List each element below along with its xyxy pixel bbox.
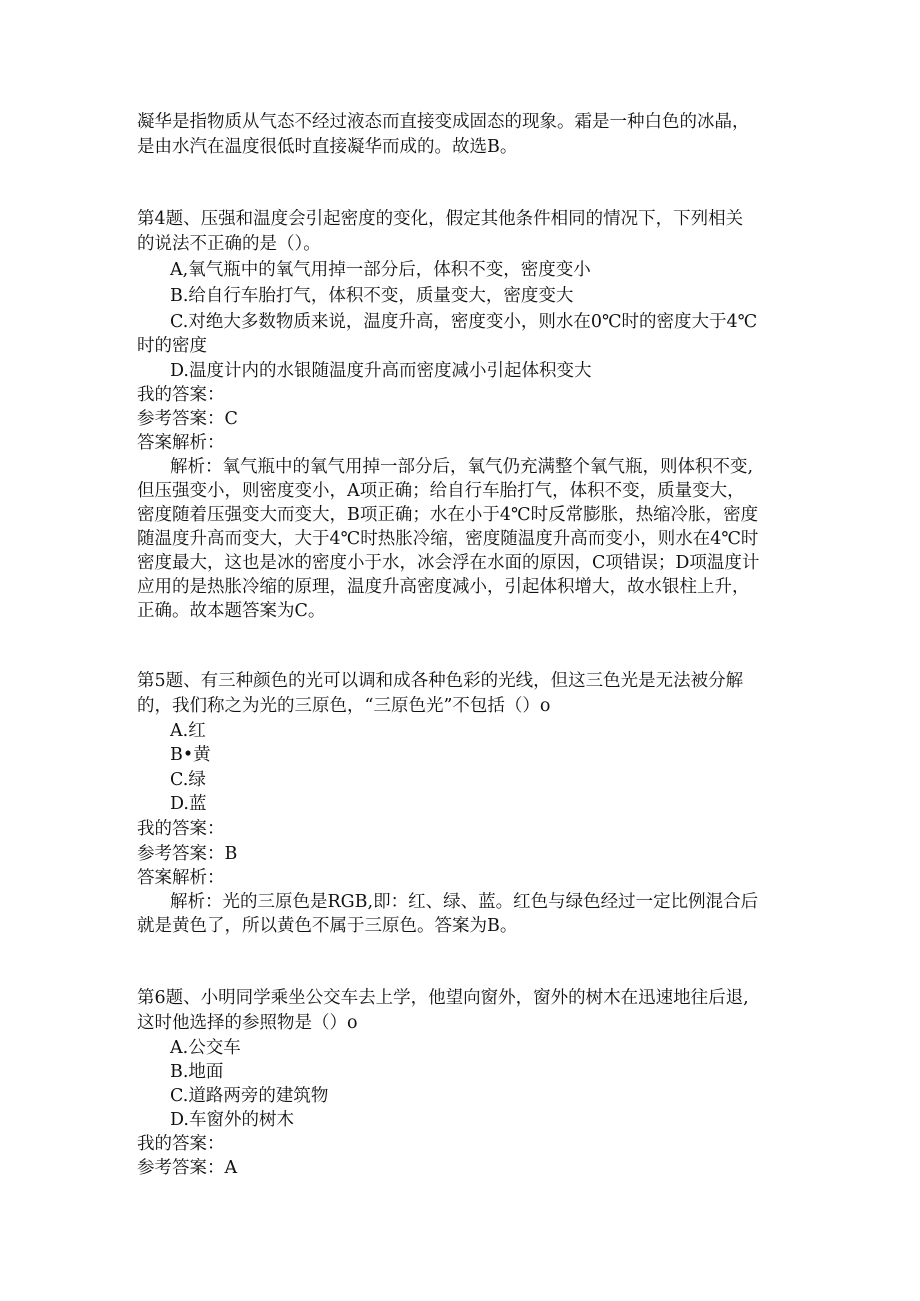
q6-option-c: C.道路两旁的建筑物 <box>170 1086 329 1106</box>
q6-option-b: B.地面 <box>170 1062 224 1082</box>
q4-analysis-line-1: 解析：氧气瓶中的氧气用掉一部分后，氧气仍充满整个氧气瓶，则体积不变, <box>170 457 754 477</box>
q4-analysis-label: 答案解析： <box>137 433 225 453</box>
q4-analysis-line-4: 随温度升高而变大，大于4℃时热胀冷缩，密度随温度升高而变小，则水在4℃时 <box>137 529 759 549</box>
q4-reference-answer: 参考答案：C <box>137 409 238 429</box>
q4-analysis-line-5: 密度最大，这也是冰的密度小于水，冰会浮在水面的原因，C项错误；D项温度计 <box>137 553 760 573</box>
q4-option-d: D.温度计内的水银随温度升高而密度减小引起体积变大 <box>170 361 592 381</box>
q6-question-line-1: 第6题、小明同学乘坐公交车去上学，他望向窗外，窗外的树木在迅速地往后退, <box>137 988 749 1008</box>
q6-question-line-2: 这时他选择的参照物是（）o <box>137 1013 358 1033</box>
q5-option-a: A.红 <box>170 721 206 741</box>
q5-question-line-2: 的，我们称之为光的三原色，“三原色光”不包括（）o <box>137 696 551 716</box>
q4-analysis-line-7: 正确。故本题答案为C。 <box>137 601 326 621</box>
intro-line-1: 凝华是指物质从气态不经过液态而直接变成固态的现象。霜是一种白色的冰晶， <box>137 112 750 132</box>
q6-option-a: A.公交车 <box>170 1038 241 1058</box>
q6-option-d: D.车窗外的树木 <box>170 1110 294 1130</box>
q5-reference-answer: 参考答案：B <box>137 844 238 864</box>
q4-question-line-2: 的说法不正确的是（）。 <box>137 234 321 254</box>
q5-question-line-1: 第5题、有三种颜色的光可以调和成各种色彩的光线，但这三色光是无法被分解 <box>137 671 744 691</box>
q5-analysis-line-1: 解析：光的三原色是RGB,即：红、绿、蓝。红色与绿色经过一定比例混合后 <box>170 892 759 912</box>
q5-option-d: D.蓝 <box>170 794 207 814</box>
q5-option-b: B•黄 <box>170 745 211 765</box>
q4-analysis-line-3: 密度随着压强变大而变大，B项正确；水在小于4℃时反常膨胀，热缩冷胀，密度 <box>137 505 759 525</box>
q4-option-c: C.对绝大多数物质来说，温度升高，密度变小，则水在0℃时的密度大于4℃ <box>170 312 758 332</box>
q6-my-answer: 我的答案： <box>137 1134 225 1154</box>
q5-analysis-line-2: 就是黄色了，所以黄色不属于三原色。答案为B。 <box>137 916 518 936</box>
q4-question-line-1: 第4题、压强和温度会引起密度的变化，假定其他条件相同的情况下，下列相关 <box>137 209 744 229</box>
q4-my-answer: 我的答案： <box>137 385 225 405</box>
q4-analysis-line-6: 应用的是热胀冷缩的原理，温度升高密度减小，引起体积增大，故水银柱上升， <box>137 577 750 597</box>
q5-my-answer: 我的答案： <box>137 819 225 839</box>
q6-reference-answer: 参考答案：A <box>137 1158 238 1178</box>
q5-option-c: C.绿 <box>170 770 206 790</box>
q4-option-c-cont: 时的密度 <box>137 336 207 356</box>
q4-option-b: B.给自行车胎打气，体积不变，质量变大，密度变大 <box>170 286 574 306</box>
intro-line-2: 是由水汽在温度很低时直接凝华而成的。故选B。 <box>137 137 518 157</box>
q4-option-a: A,氧气瓶中的氧气用掉一部分后，体积不变，密度变小 <box>170 260 591 280</box>
q4-analysis-line-2: 但压强变小，则密度变小，A项正确；给自行车胎打气，体积不变，质量变大， <box>137 481 745 501</box>
q5-analysis-label: 答案解析： <box>137 868 225 888</box>
